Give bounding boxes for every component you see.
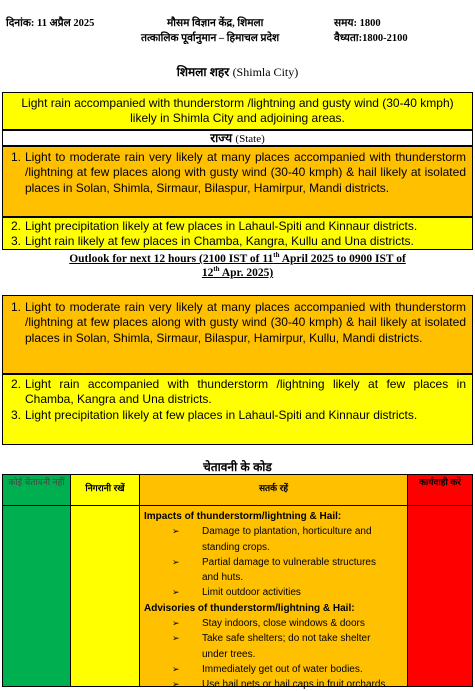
impact-text: Limit outdoor activities	[202, 587, 301, 599]
list-item	[3, 377, 472, 408]
item-number: 2.	[11, 377, 22, 391]
list-item	[3, 300, 472, 346]
city-section-title	[0, 65, 475, 79]
state-item-1-box	[2, 146, 473, 217]
outlook-heading	[0, 252, 475, 280]
impact-text: Damage to plantation, horticulture and standing crops.	[202, 526, 372, 553]
outlook-line-1	[0, 252, 475, 266]
warning-column-yellow	[71, 475, 140, 686]
arrow-right-icon: ➢	[172, 526, 180, 537]
warning-column-green	[3, 475, 71, 686]
header-time: समय: 1800	[334, 18, 381, 29]
list-item	[3, 219, 472, 234]
advisory-text: Immediately get out of water bodies.	[202, 663, 363, 675]
header-date: दिनांक: 11 अप्रैल 2025	[6, 18, 95, 29]
advisories-list	[144, 616, 403, 691]
item-text: Light rain likely at few places in Chamba, Kangra, Kullu and Una districts.	[25, 234, 414, 249]
arrow-right-icon: ➢	[172, 633, 180, 644]
city-title-hindi: शिमला शहर	[176, 65, 230, 79]
arrow-right-icon: ➢	[172, 618, 180, 629]
list-item	[144, 677, 403, 691]
impacts-list	[144, 524, 403, 600]
outlook-line-2-text: 12	[201, 267, 214, 279]
impact-text: Partial damage to vulnerable structures and huts.	[202, 556, 376, 584]
city-forecast-text: Light rain accompanied with thunderstorm /lightning and gusty wind (30-40 kmph) likely in Shimla City and adjoining areas.	[21, 96, 454, 126]
item-text: Light precipitation likely at few places in Lahaul-Spiti and Kinnaur districts.	[25, 407, 418, 422]
warning-column-orange	[140, 475, 408, 691]
warning-column-label: कार्यवाही करें	[408, 475, 472, 506]
header-forecast-type: तत्कालिक पूर्वानुमान – हिमाचल प्रदेश	[141, 33, 280, 44]
warning-column-label: सतर्क रहें	[140, 475, 407, 506]
warning-column-label: कोई चेतावनी नहीं	[3, 475, 70, 506]
state-items-2-3-box	[2, 217, 473, 250]
item-number: 2.	[11, 219, 22, 233]
item-text: Light to moderate rain very likely at many places accompanied with thunderstorm /lightning at few places along with gusty wind (30-40 kmph) & hail likely at isolated places in Solan, Shimla, Sirmaur, Bilaspur, Hamirpur, Kullu, Mandi districts.	[25, 300, 466, 345]
advisory-text: Take safe shelters; do not take shelter under trees.	[202, 633, 371, 660]
arrow-right-icon: ➢	[172, 679, 180, 690]
arrow-right-icon: ➢	[172, 556, 180, 567]
outlook-line-2	[0, 266, 475, 280]
state-title-hindi: राज्य	[210, 131, 233, 145]
state-title-english: (State)	[235, 133, 265, 145]
list-item	[3, 408, 472, 423]
item-number: 1.	[11, 300, 22, 314]
warning-codes-table	[2, 474, 473, 691]
city-forecast-box	[2, 92, 473, 130]
item-text: Light to moderate rain very likely at many places accompanied with thunderstorm /lightning at few places along with gusty wind (30-40 kmph) & hail likely at isolated places in Solan, Shimla, Sirmaur, Bilaspur, Hamirpur, Mandi districts.	[25, 150, 466, 195]
warning-column-red	[408, 475, 472, 686]
outlook-line-1-text-2: April 2025 to 0900 IST of	[279, 253, 406, 265]
list-item	[3, 234, 472, 249]
warning-codes-title: चेतावनी के कोड	[203, 460, 272, 474]
list-item	[3, 150, 472, 196]
list-item	[144, 662, 403, 677]
arrow-right-icon: ➢	[172, 663, 180, 674]
outlook-item-1-box	[2, 295, 473, 374]
list-item	[144, 631, 403, 662]
outlook-line-2-sup: th	[213, 265, 220, 274]
impacts-heading: Impacts of thunderstorm/lightning & Hail:	[144, 511, 342, 522]
arrow-right-icon: ➢	[172, 587, 180, 598]
advisory-text: Stay indoors, close windows & doors	[202, 618, 365, 630]
city-title-english: (Shimla City)	[232, 65, 299, 79]
outlook-line-2-text-2: Apr. 2025)	[219, 267, 274, 279]
item-number: 3.	[11, 234, 22, 249]
list-item	[144, 524, 403, 555]
outlook-line-1-text: Outlook for next 12 hours (2100 IST of 11	[69, 253, 274, 265]
list-item	[144, 555, 403, 586]
item-text: Light rain accompanied with thunderstorm /lightning likely at few places in Chamba, Kangra and Una districts.	[25, 377, 466, 407]
advisory-text: Use hail nets or hail caps in fruit orchards.	[202, 679, 389, 691]
item-number: 3.	[11, 407, 22, 422]
header-office: मौसम विज्ञान केंद्र, शिमला	[167, 18, 264, 29]
list-item	[144, 616, 403, 631]
outlook-items-2-3-box	[2, 374, 473, 445]
list-item	[144, 585, 403, 600]
item-number: 1.	[11, 150, 22, 164]
outlook-line-1-sup: th	[273, 251, 280, 260]
header-validity: वैध्यता:1800-2100	[334, 33, 408, 44]
warning-column-label: निगरानी रखें	[71, 475, 139, 506]
item-text: Light precipitation likely at few places in Lahaul-Spiti and Kinnaur districts.	[25, 219, 418, 233]
impacts-advisories	[140, 506, 407, 691]
state-section-title	[2, 130, 473, 146]
advisories-heading: Advisories of thunderstorm/lightning & Hail:	[144, 602, 355, 614]
